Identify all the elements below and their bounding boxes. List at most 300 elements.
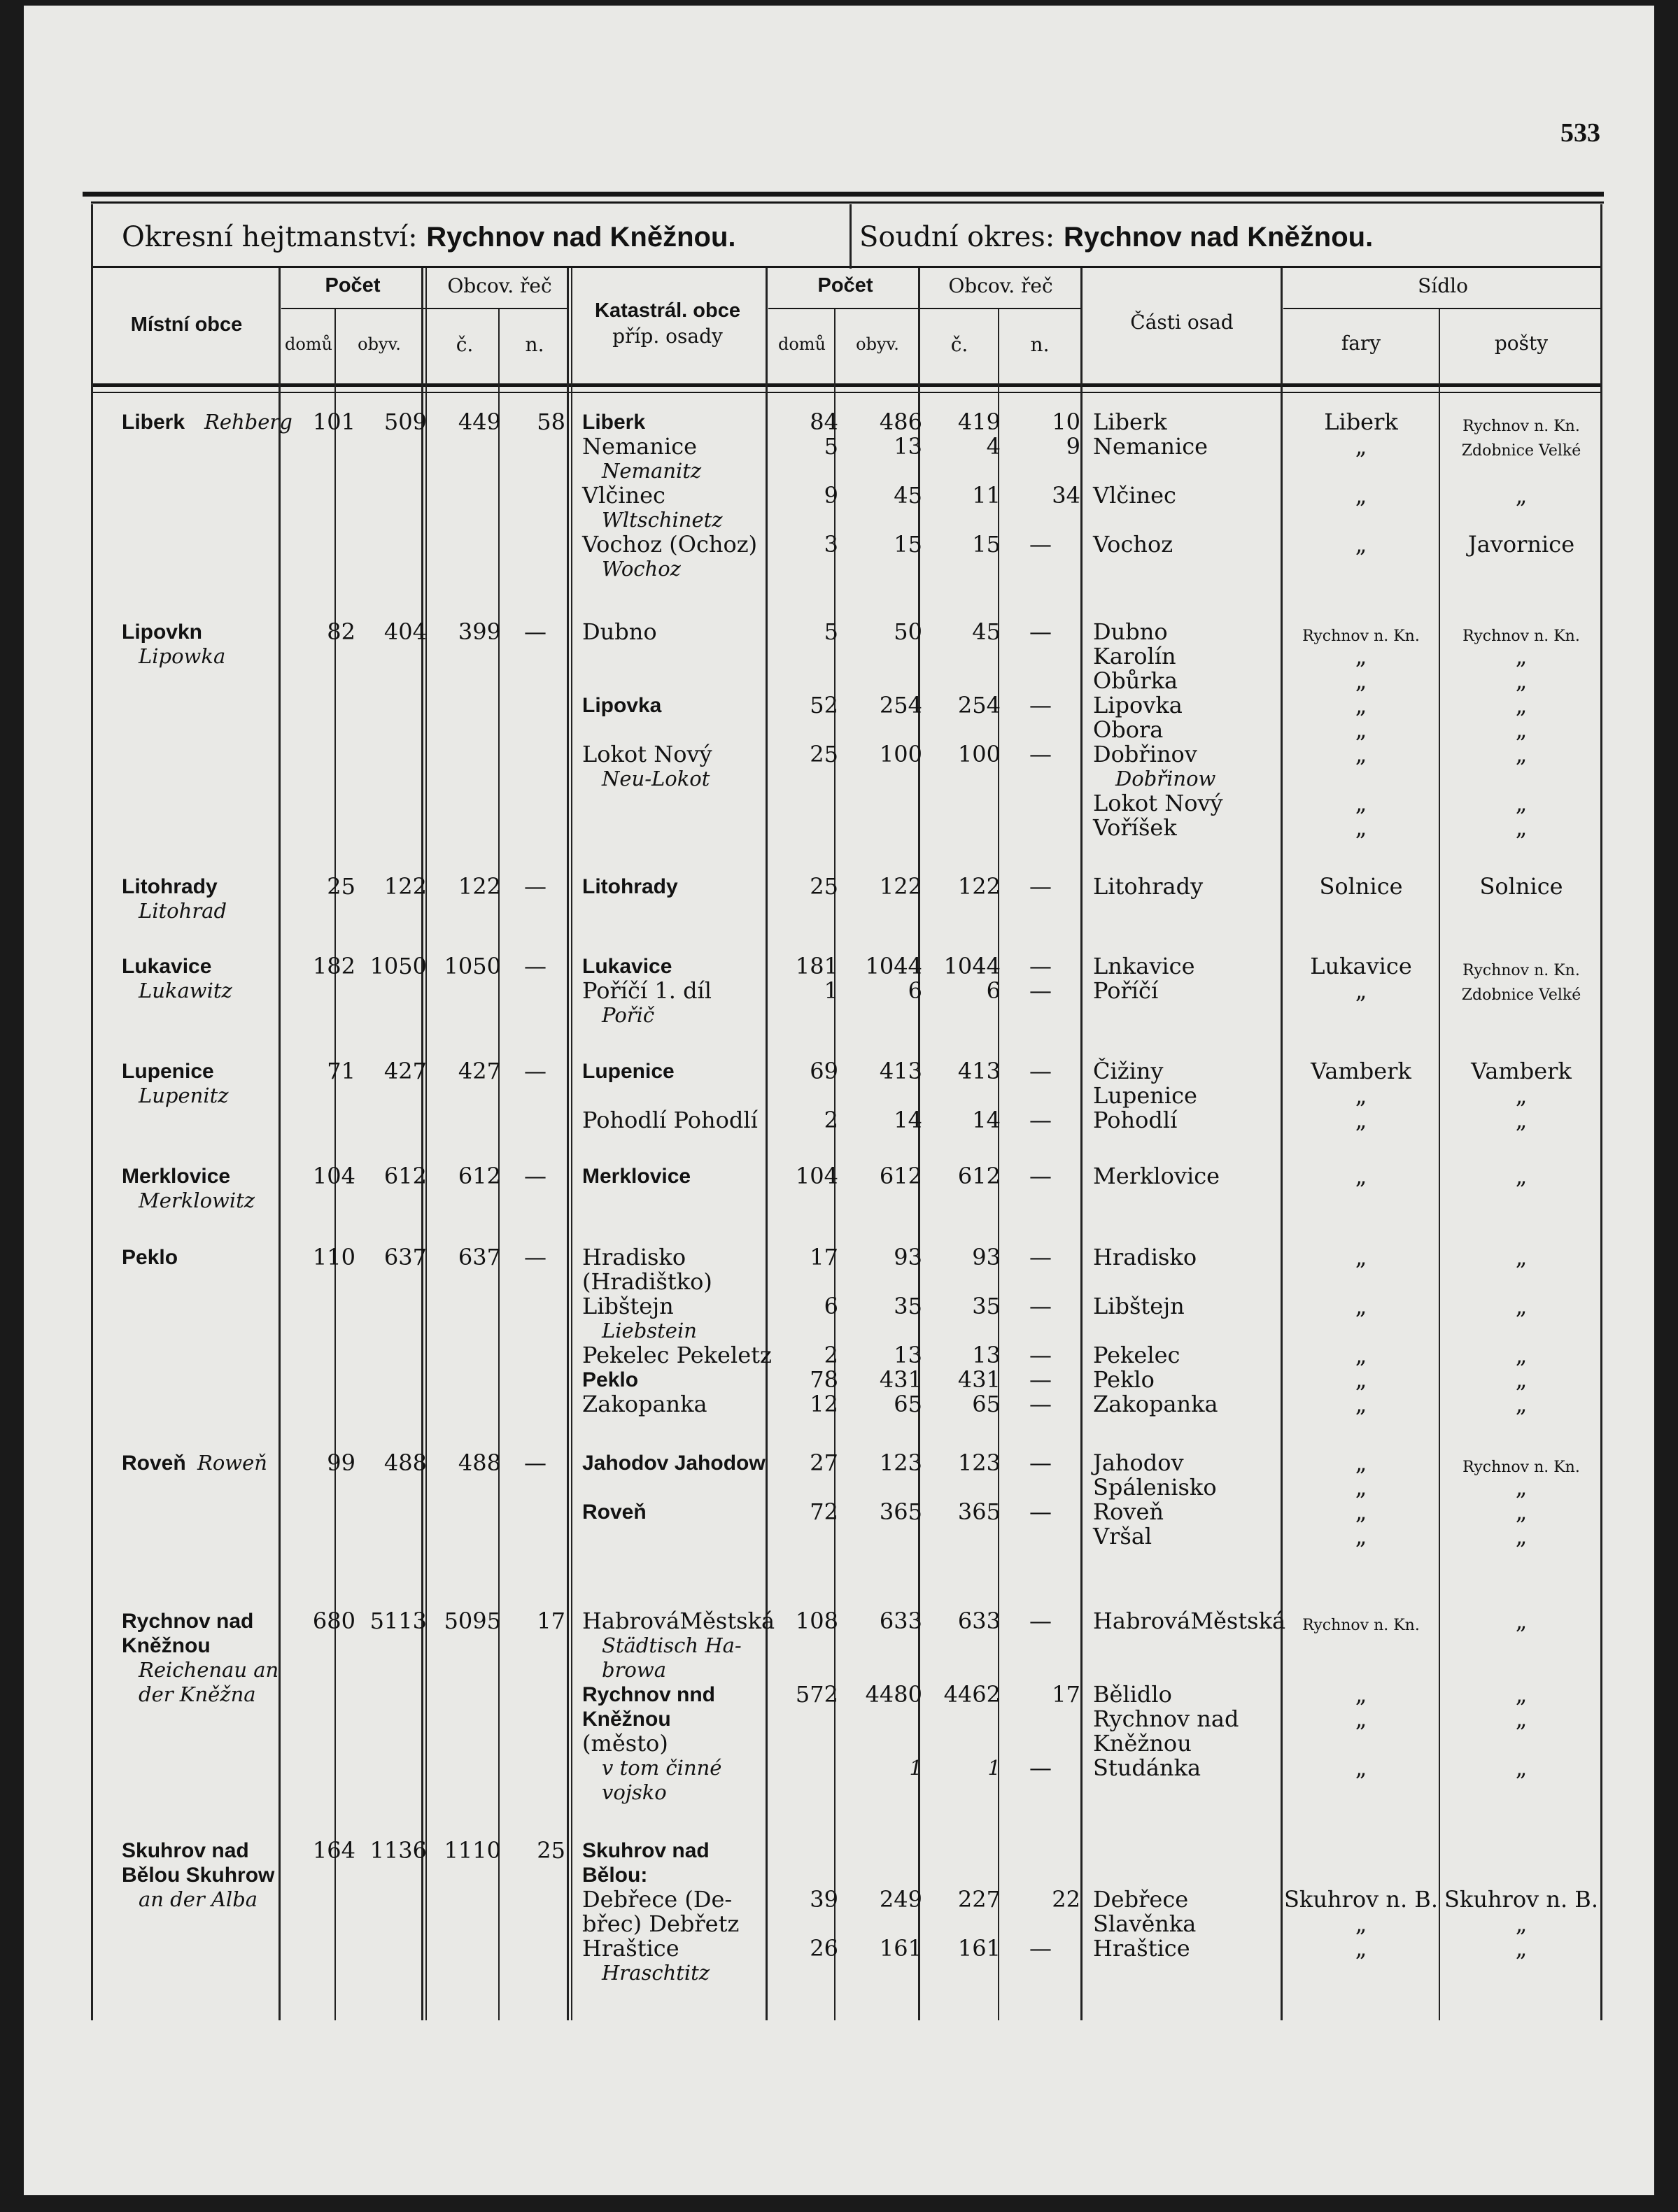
katastr-obec: Pořič (602, 1003, 655, 1027)
sidlo-fary: „ (1355, 433, 1367, 460)
main-obec-name: Peklo (122, 1246, 178, 1269)
top-rule-thin (91, 201, 1604, 204)
col-casti-osad: Části osad (1130, 311, 1234, 334)
vrule-hdr-mid (849, 204, 852, 269)
obec-obyv: 6 (908, 977, 922, 1004)
obec-obyv: 65 (894, 1391, 922, 1417)
col-obcov-2: Obcov. řeč (948, 274, 1053, 297)
vrule-6 (766, 268, 768, 2020)
obec-obyv: 161 (879, 1935, 922, 1962)
cast-osady: Studánka (1093, 1754, 1201, 1781)
main-c: 1110 (444, 1837, 501, 1864)
main-obec-german: Roweň (197, 1451, 267, 1475)
obec-domu: 17 (810, 1244, 838, 1270)
obec-obyv: 35 (894, 1293, 922, 1319)
sidlo-posty: „ (1515, 1754, 1528, 1781)
sidlo-fary: Skuhrov n. B. (1284, 1886, 1438, 1913)
main-obec-name: Lukavice (122, 955, 212, 978)
obec-c: 365 (957, 1498, 1001, 1525)
obec-n: — (1029, 873, 1052, 900)
katastr-obec: Neu-Lokot (602, 767, 710, 790)
obec-domu: 25 (810, 741, 838, 767)
main-n: 17 (537, 1608, 565, 1634)
sidlo-posty: Solnice (1479, 873, 1563, 900)
cast-osady: Vršal (1093, 1523, 1152, 1550)
obec-obyv: 486 (879, 409, 922, 435)
cast-osady: Libštejn (1093, 1293, 1185, 1319)
obec-domu: 104 (795, 1163, 838, 1189)
cast-osady: HabrováMěstská (1093, 1608, 1286, 1634)
obec-n: — (1029, 1342, 1052, 1368)
katastr-obec: Lipovka (582, 694, 662, 717)
soud-header: Soudní okres: Rychnov nad Kněžnou. (859, 221, 1374, 253)
main-obyv: 1136 (369, 1837, 427, 1864)
header-bottom-rule (91, 266, 1602, 268)
obec-obyv: 413 (879, 1058, 922, 1084)
katastr-obec: Vlčinec (582, 482, 665, 509)
main-domu: 71 (327, 1058, 355, 1084)
sidlo-fary: Lukavice (1310, 953, 1412, 979)
obec-n: — (1029, 1107, 1052, 1133)
header-double-rule-thin (91, 392, 1602, 393)
obec-c: 633 (957, 1608, 1001, 1634)
main-obyv: 637 (383, 1244, 427, 1270)
katastr-obec: Roveň (582, 1501, 647, 1524)
vrule-0 (91, 268, 93, 2020)
scanned-page (24, 6, 1654, 2195)
sidlo-fary: „ (1355, 1107, 1367, 1133)
cast-osady: Čižiny (1093, 1058, 1164, 1084)
katastr-obec: v tom činné (602, 1756, 722, 1780)
katastr-obec: Nemanitz (602, 459, 702, 483)
obec-domu: 84 (810, 409, 838, 435)
katastr-obec: vojsko (602, 1780, 667, 1804)
katastr-obec: Kněžnou (582, 1708, 671, 1731)
main-n: — (524, 1244, 547, 1270)
sidlo-posty: „ (1515, 1163, 1528, 1189)
obec-c: 4462 (943, 1681, 1001, 1708)
obec-n: — (1029, 1754, 1052, 1781)
cast-osady: Zakopanka (1093, 1391, 1218, 1417)
cast-osady: Obora (1093, 716, 1164, 743)
main-obec-name: Liberk (122, 411, 185, 434)
vrule-5 (567, 268, 569, 2020)
cast-osady: Rychnov nad (1093, 1706, 1239, 1732)
obec-obyv: 122 (879, 873, 922, 900)
obec-c: 227 (957, 1886, 1001, 1913)
obec-n: 34 (1052, 482, 1080, 509)
obec-n: — (1029, 1366, 1052, 1393)
obec-c: 11 (972, 482, 1001, 509)
katastr-obec: Libštejn (582, 1293, 674, 1319)
cast-osady: Voříšek (1093, 814, 1177, 841)
cast-osady: Hradisko (1093, 1244, 1197, 1270)
obec-n: — (1029, 1244, 1052, 1270)
cast-osady: Dubno (1093, 618, 1168, 645)
obec-obyv: 123 (879, 1449, 922, 1476)
obec-n: — (1029, 1058, 1052, 1084)
sidlo-fary: Liberk (1324, 409, 1398, 435)
main-obec-name: Merklowitz (139, 1189, 255, 1212)
obec-domu: 6 (824, 1293, 838, 1319)
obec-c: 15 (972, 531, 1001, 558)
main-obec-name: Lupenitz (139, 1084, 229, 1107)
sidlo-fary: Solnice (1319, 873, 1403, 900)
main-n: — (524, 1163, 547, 1189)
main-obec-name: der Kněžna (139, 1682, 256, 1706)
cast-osady: Spálenisko (1093, 1474, 1217, 1501)
cast-osady: Roveň (1093, 1498, 1164, 1525)
cast-osady: Jahodov (1093, 1449, 1184, 1476)
sidlo-posty: Skuhrov n. B. (1444, 1886, 1598, 1913)
cast-osady: Obůrka (1093, 667, 1178, 694)
main-obec-name: Rychnov nad (122, 1610, 254, 1633)
vrule-3 (421, 268, 423, 2020)
cast-osady: Dobřinov (1093, 741, 1197, 767)
main-obec-name: Lukawitz (139, 979, 232, 1002)
sidlo-fary: Rychnov n. Kn. (1302, 1617, 1420, 1634)
cast-osady: Pekelec (1093, 1342, 1180, 1368)
obec-obyv: 100 (879, 741, 922, 767)
main-domu: 82 (327, 618, 355, 645)
obec-domu: 27 (810, 1449, 838, 1476)
obec-domu: 2 (824, 1107, 838, 1133)
sidlo-posty: „ (1515, 667, 1528, 694)
katastr-obec: Liebstein (602, 1319, 697, 1342)
obec-c: 93 (972, 1244, 1001, 1270)
katastr-obec: Jahodov Jahodow (582, 1452, 766, 1475)
sidlo-fary: „ (1355, 482, 1367, 509)
obec-domu: 26 (810, 1935, 838, 1962)
obec-domu: 72 (810, 1498, 838, 1525)
katastr-obec: Rychnov nnd (582, 1683, 716, 1706)
obec-obyv: 15 (894, 531, 922, 558)
sidlo-fary: „ (1355, 814, 1367, 841)
sidlo-posty: Rychnov n. Kn. (1462, 1459, 1580, 1476)
katastr-obec: Vochoz (Ochoz) (582, 531, 758, 558)
obec-obyv: 612 (879, 1163, 922, 1189)
main-n: — (524, 618, 547, 645)
obec-n: 22 (1052, 1886, 1080, 1913)
katastr-obec: Debřece (De- (582, 1886, 733, 1913)
main-obec-german: Rehberg (204, 410, 292, 434)
obec-c: 161 (957, 1935, 1001, 1962)
sidlo-posty: „ (1515, 790, 1528, 816)
sidlo-fary: „ (1355, 1244, 1367, 1270)
sidlo-posty: „ (1515, 741, 1528, 767)
katastr-obec: Peklo (582, 1368, 639, 1391)
main-domu: 104 (312, 1163, 355, 1189)
obec-obyv: 254 (879, 692, 922, 718)
main-c: 449 (458, 409, 501, 435)
obec-obyv: 13 (894, 1342, 922, 1368)
sidlo-fary: Rychnov n. Kn. (1302, 628, 1420, 645)
cast-osady: Lupenice (1093, 1082, 1197, 1109)
cast-osady: Kněžnou (1093, 1730, 1192, 1757)
main-c: 122 (458, 873, 501, 900)
katastr-obec: Lupenice (582, 1060, 675, 1083)
sidlo-posty: „ (1515, 1342, 1528, 1368)
main-obec-name: Reichenau an (139, 1658, 279, 1682)
main-domu: 680 (312, 1608, 355, 1634)
sidlo-fary: „ (1355, 716, 1367, 743)
sidlo-posty: „ (1515, 692, 1528, 718)
obec-n: — (1029, 977, 1052, 1004)
sidlo-posty: „ (1515, 1293, 1528, 1319)
sidlo-fary: „ (1355, 1449, 1367, 1476)
main-domu: 164 (312, 1837, 355, 1864)
obec-n: — (1029, 1935, 1052, 1962)
cast-osady: Lipovka (1093, 692, 1183, 718)
obec-obyv: 365 (879, 1498, 922, 1525)
rule-sub-1 (281, 308, 568, 309)
col-mistni-obce: Místní obce (130, 313, 243, 336)
main-obyv: 509 (383, 409, 427, 435)
sidlo-fary: „ (1355, 1342, 1367, 1368)
main-obec-name: Lupenice (122, 1060, 214, 1083)
main-obec-name: Skuhrov nad (122, 1839, 249, 1862)
col-katastr-2: příp. osady (612, 325, 723, 348)
sidlo-fary: „ (1355, 1523, 1367, 1550)
main-n: — (524, 1449, 547, 1476)
obec-n: 9 (1066, 433, 1080, 460)
sidlo-posty: „ (1515, 1523, 1528, 1550)
main-domu: 25 (327, 873, 355, 900)
cast-osady: Poříčí (1093, 977, 1159, 1004)
sidlo-fary: „ (1355, 1474, 1367, 1501)
katastr-obec: (Hradištko) (582, 1268, 712, 1295)
vrule-1 (279, 268, 281, 2020)
katastr-obec: Nemanice (582, 433, 698, 460)
obec-domu: 1 (824, 977, 838, 1004)
main-obyv: 427 (383, 1058, 427, 1084)
katastr-obec: Wltschinetz (602, 508, 723, 532)
katastr-obec: Lokot Nový (582, 741, 712, 767)
obec-n: — (1029, 531, 1052, 558)
obec-c: 419 (957, 409, 1001, 435)
sidlo-posty: „ (1515, 1910, 1528, 1937)
katastr-obec: Pekelec Pekeletz (582, 1342, 772, 1368)
cast-osady: Peklo (1093, 1366, 1155, 1393)
sidlo-fary: „ (1355, 1391, 1367, 1417)
katastr-obec: břec) Debřetz (582, 1910, 740, 1937)
obec-domu: 108 (795, 1608, 838, 1634)
cast-osady: Hraštice (1093, 1935, 1190, 1962)
top-rule (83, 192, 1604, 197)
cast-osady: Vlčinec (1093, 482, 1176, 509)
obec-c: 45 (972, 618, 1001, 645)
main-domu: 182 (312, 953, 355, 979)
obec-n: — (1029, 692, 1052, 718)
main-obec-name: an der Alba (139, 1887, 258, 1911)
col-sidlo: Sídlo (1418, 274, 1468, 297)
sidlo-posty: „ (1515, 1681, 1528, 1708)
main-n: 25 (537, 1837, 565, 1864)
main-obec-name: Litohrady (122, 875, 218, 898)
main-c: 399 (458, 618, 501, 645)
sidlo-fary: Vamberk (1311, 1058, 1411, 1084)
sidlo-posty: „ (1515, 1107, 1528, 1133)
sidlo-posty: „ (1515, 1366, 1528, 1393)
vrule-5b (571, 268, 572, 2020)
katastr-obec: Hraštice (582, 1935, 679, 1962)
main-c: 488 (458, 1449, 501, 1476)
cast-osady: Vochoz (1093, 531, 1173, 558)
obec-obyv: 431 (879, 1366, 922, 1393)
katastr-obec: HabrováMěstská (582, 1608, 775, 1634)
obec-obyv: 4480 (865, 1681, 922, 1708)
col-domu-1: domů (284, 334, 333, 354)
col-katastr-1: Katastrál. obce (595, 299, 740, 322)
main-obyv: 1050 (369, 953, 427, 979)
obec-obyv: 249 (879, 1886, 922, 1913)
katastr-obec: Pohodlí Pohodlí (582, 1107, 758, 1133)
obec-domu: 69 (810, 1058, 838, 1084)
main-obec-name: Lipovkn (122, 621, 203, 644)
obec-n: — (1029, 953, 1052, 979)
main-n: 58 (537, 409, 565, 435)
sidlo-posty: „ (1515, 1608, 1528, 1634)
main-obec-name: Kněžnou (122, 1634, 211, 1657)
main-domu: 101 (312, 409, 355, 435)
col-posty: pošty (1494, 332, 1549, 355)
col-obyv-2: obyv. (856, 334, 899, 354)
sidlo-fary: „ (1355, 1498, 1367, 1525)
obec-domu: 78 (810, 1366, 838, 1393)
obec-domu: 52 (810, 692, 838, 718)
sidlo-posty: „ (1515, 1474, 1528, 1501)
obec-domu: 9 (824, 482, 838, 509)
katastr-obec: Bělou: (582, 1864, 648, 1887)
main-c: 637 (458, 1244, 501, 1270)
obec-c: 431 (957, 1366, 1001, 1393)
obec-c: 254 (957, 692, 1001, 718)
col-n-1: n. (525, 333, 544, 356)
main-domu: 110 (312, 1244, 355, 1270)
main-obec-name: Bělou Skuhrow (122, 1864, 275, 1887)
cast-osady: Pohodlí (1093, 1107, 1178, 1133)
header-double-rule (91, 383, 1602, 387)
col-pocet-2: Počet (817, 274, 873, 297)
col-c-2: č. (950, 333, 968, 356)
main-n: — (524, 953, 547, 979)
obec-domu: 39 (810, 1886, 838, 1913)
cast-osady: Liberk (1093, 409, 1167, 435)
col-c-1: č. (456, 333, 474, 356)
sidlo-posty: „ (1515, 1498, 1528, 1525)
obec-c: 612 (957, 1163, 1001, 1189)
obec-n: — (1029, 1163, 1052, 1189)
main-obec-name: Litohrad (139, 899, 227, 923)
katastr-obec: Wochoz (602, 557, 681, 581)
main-c: 5095 (444, 1608, 501, 1634)
vrule-11 (1281, 268, 1283, 2020)
col-fary: fary (1341, 332, 1381, 355)
sidlo-fary: „ (1355, 1910, 1367, 1937)
cast-osady: Slavěnka (1093, 1910, 1197, 1937)
cast-osady: Lnkavice (1093, 953, 1195, 979)
main-n: — (524, 1058, 547, 1084)
obec-c: 14 (972, 1107, 1001, 1133)
katastr-obec: Hradisko (582, 1244, 686, 1270)
obec-obyv: 1044 (865, 953, 922, 979)
obec-domu: 5 (824, 618, 838, 645)
sidlo-fary: „ (1355, 790, 1367, 816)
katastr-obec: (město) (582, 1730, 668, 1757)
katastr-obec: Poříčí 1. díl (582, 977, 712, 1004)
sidlo-fary: „ (1355, 643, 1367, 669)
obec-c: 65 (972, 1391, 1001, 1417)
cast-osady: Debřece (1093, 1886, 1189, 1913)
main-obyv: 5113 (369, 1608, 427, 1634)
main-domu: 99 (327, 1449, 355, 1476)
col-obyv-1: obyv. (358, 334, 401, 354)
cast-osady: Nemanice (1093, 433, 1208, 460)
obec-n: — (1029, 1498, 1052, 1525)
obec-obyv: 1 (909, 1756, 922, 1780)
main-c: 1050 (444, 953, 501, 979)
obec-n: 10 (1052, 409, 1080, 435)
cast-osady: Bělidlo (1093, 1681, 1172, 1708)
sidlo-posty: „ (1515, 814, 1528, 841)
sidlo-posty: Vamberk (1471, 1058, 1572, 1084)
obec-n: 17 (1052, 1681, 1080, 1708)
obec-n: — (1029, 741, 1052, 767)
katastr-obec: Merklovice (582, 1165, 691, 1188)
col-domu-2: domů (777, 334, 826, 354)
sidlo-fary: „ (1355, 1681, 1367, 1708)
sidlo-posty: Javornice (1467, 531, 1575, 558)
sidlo-fary: „ (1355, 531, 1367, 558)
obec-domu: 2 (824, 1342, 838, 1368)
sidlo-fary: „ (1355, 1082, 1367, 1109)
main-obyv: 122 (383, 873, 427, 900)
sidlo-posty: „ (1515, 1706, 1528, 1732)
cast-osady: Litohrady (1093, 873, 1204, 900)
main-obec-name: Lipowka (139, 644, 226, 668)
col-obcov-1: Obcov. řeč (447, 274, 552, 297)
sidlo-posty: „ (1515, 1244, 1528, 1270)
sidlo-fary: „ (1355, 1163, 1367, 1189)
obec-c: 1 (987, 1756, 1001, 1780)
katastr-obec: Liberk (582, 411, 646, 434)
katastr-obec: Skuhrov nad (582, 1839, 710, 1862)
sidlo-posty: „ (1515, 482, 1528, 509)
main-n: — (524, 873, 547, 900)
katastr-obec: Städtisch Ha- (602, 1633, 742, 1657)
sidlo-posty: „ (1515, 1082, 1528, 1109)
obec-n: — (1029, 1449, 1052, 1476)
obec-c: 4 (986, 433, 1001, 460)
katastr-obec: Lukavice (582, 955, 672, 978)
obec-n: — (1029, 618, 1052, 645)
katastr-obec: Dubno (582, 618, 657, 645)
sidlo-fary: „ (1355, 1293, 1367, 1319)
obec-domu: 5 (824, 433, 838, 460)
katastr-obec: Zakopanka (582, 1391, 707, 1417)
okres-header: Okresní hejtmanství: Rychnov nad Kněžnou. (122, 221, 736, 253)
sidlo-fary: „ (1355, 1366, 1367, 1393)
obec-domu: 181 (795, 953, 838, 979)
cast-osady: Lokot Nový (1093, 790, 1223, 816)
rule-sub-2 (768, 308, 1082, 309)
katastr-obec: Hraschtitz (602, 1961, 710, 1985)
obec-c: 123 (957, 1449, 1001, 1476)
sidlo-posty: Rychnov n. Kn. (1462, 418, 1580, 435)
vrule-3b (425, 268, 427, 2020)
obec-c: 122 (957, 873, 1001, 900)
obec-obyv: 45 (894, 482, 922, 509)
